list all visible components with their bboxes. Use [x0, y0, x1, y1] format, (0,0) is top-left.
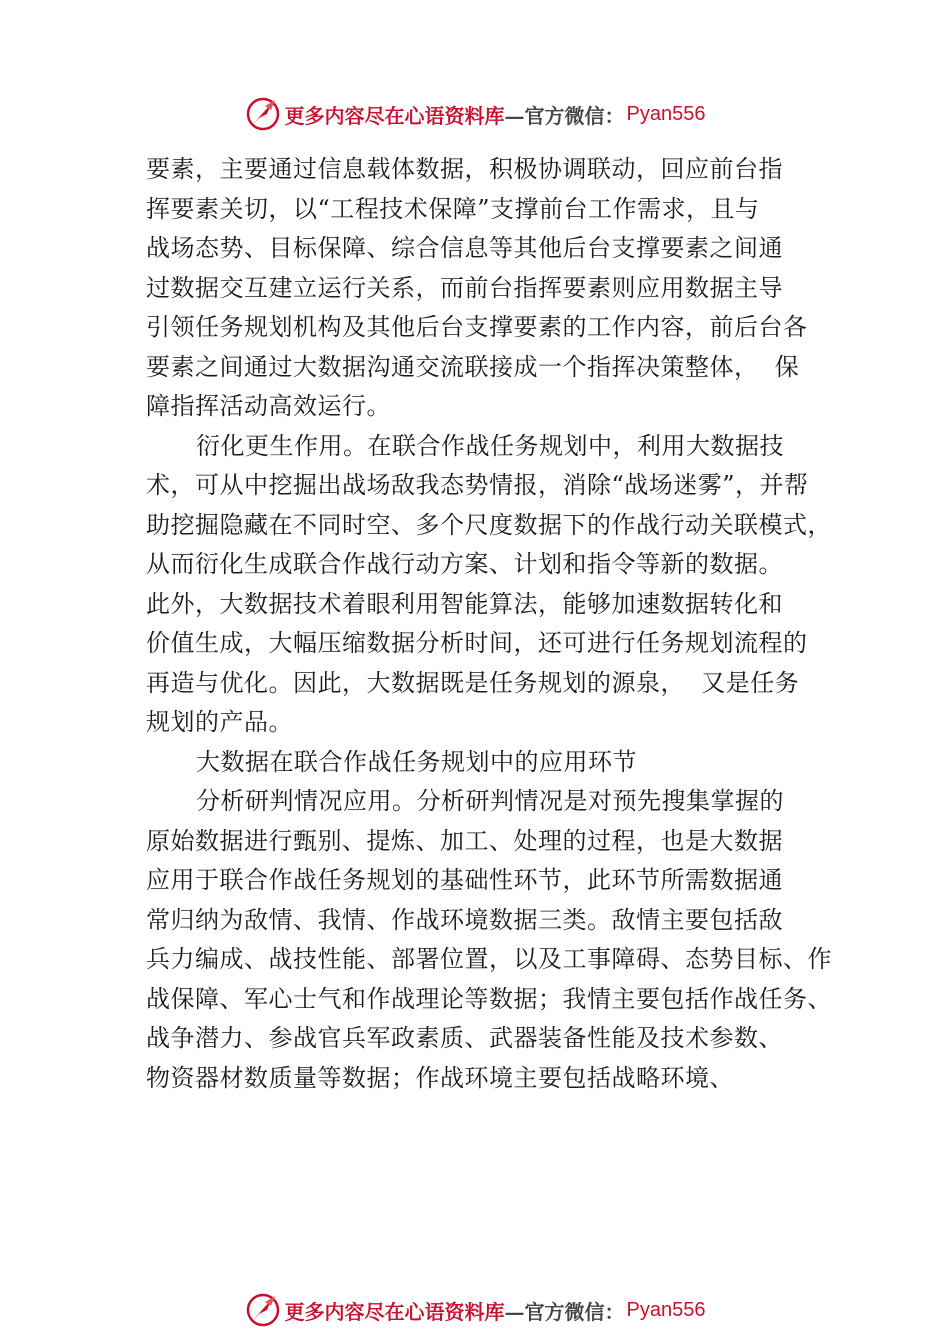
document-body [146, 150, 846, 1098]
banner-brand-text: 更多内容尽在心语资料库 [284, 1299, 505, 1324]
text-line: 兵力编成、战技性能、部署位置，以及工事障碍、态势目标、作 [146, 945, 832, 973]
text-line: 原始数据进行甄别、提炼、加工、处理的过程，也是大数据 [146, 826, 783, 855]
text-line: 战争潜力、参战官兵军政素质、武器装备性能及技术参数、 [146, 1024, 783, 1052]
text-line: 障指挥活动高效运行。 [146, 392, 391, 420]
text-line: 挥要素关切，以“工程技术保障”支撑前台工作需求，且与 [146, 194, 760, 223]
paragraph-start-line: 分析研判情况应用。分析研判情况是对预先搜集掌握的 [196, 787, 784, 815]
text-line: 此外，大数据技术着眼利用智能算法，能够加速数据转化和 [146, 589, 783, 618]
text-line: 术，可从中挖掘出战场敌我态势情报，消除“战场迷雾”，并帮 [146, 471, 809, 499]
text-line: 应用于联合作战任务规划的基础性环节，此环节所需数据通 [146, 866, 783, 894]
quill-logo-icon [245, 96, 281, 132]
footer-banner [0, 1290, 950, 1330]
text-line: 助挖掘隐藏在不同时空、多个尺度数据下的作战行动关联模式， [146, 510, 832, 539]
text-line: 战保障、军心士气和作战理论等数据；我情主要包括作战任务、 [146, 984, 832, 1013]
banner-wechat-id: Pyan556 [626, 102, 706, 125]
banner-wechat-label: —官方微信： [504, 103, 625, 128]
banner-brand-text: 更多内容尽在心语资料库 [284, 103, 505, 128]
text-line: 从而衍化生成联合作战行动方案、计划和指令等新的数据。 [146, 550, 783, 578]
text-line: 要素，主要通过信息载体数据，积极协调联动，回应前台指 [146, 155, 783, 183]
text-line: 战场态势、目标保障、综合信息等其他后台支撑要素之间通 [146, 234, 783, 262]
banner-wechat-label: —官方微信： [504, 1299, 625, 1324]
header-banner [0, 94, 950, 134]
text-line: 价值生成，大幅压缩数据分析时间，还可进行任务规划流程的 [146, 629, 808, 657]
text-line: 规划的产品。 [146, 708, 293, 736]
text-line: 物资器材数质量等数据；作战环境主要包括战略环境、 [146, 1063, 734, 1092]
text-line: 再造与优化。因此，大数据既是任务规划的源泉， 又是任务 [146, 668, 800, 697]
text-line: 要素之间通过大数据沟通交流联接成一个指挥决策整体， 保 [146, 352, 800, 381]
section-heading: 大数据在联合作战任务规划中的应用环节 [196, 747, 637, 776]
text-line: 引领任务规划机构及其他后台支撑要素的工作内容，前后台各 [146, 313, 808, 341]
paragraph-start-line: 衍化更生作用。在联合作战任务规划中，利用大数据技 [196, 431, 784, 460]
text-line: 过数据交互建立运行关系，而前台指挥要素则应用数据主导 [146, 273, 783, 302]
banner-wechat-id: Pyan556 [626, 1298, 706, 1321]
quill-logo-icon [245, 1292, 281, 1328]
text-line: 常归纳为敌情、我情、作战环境数据三类。敌情主要包括敌 [146, 905, 783, 934]
